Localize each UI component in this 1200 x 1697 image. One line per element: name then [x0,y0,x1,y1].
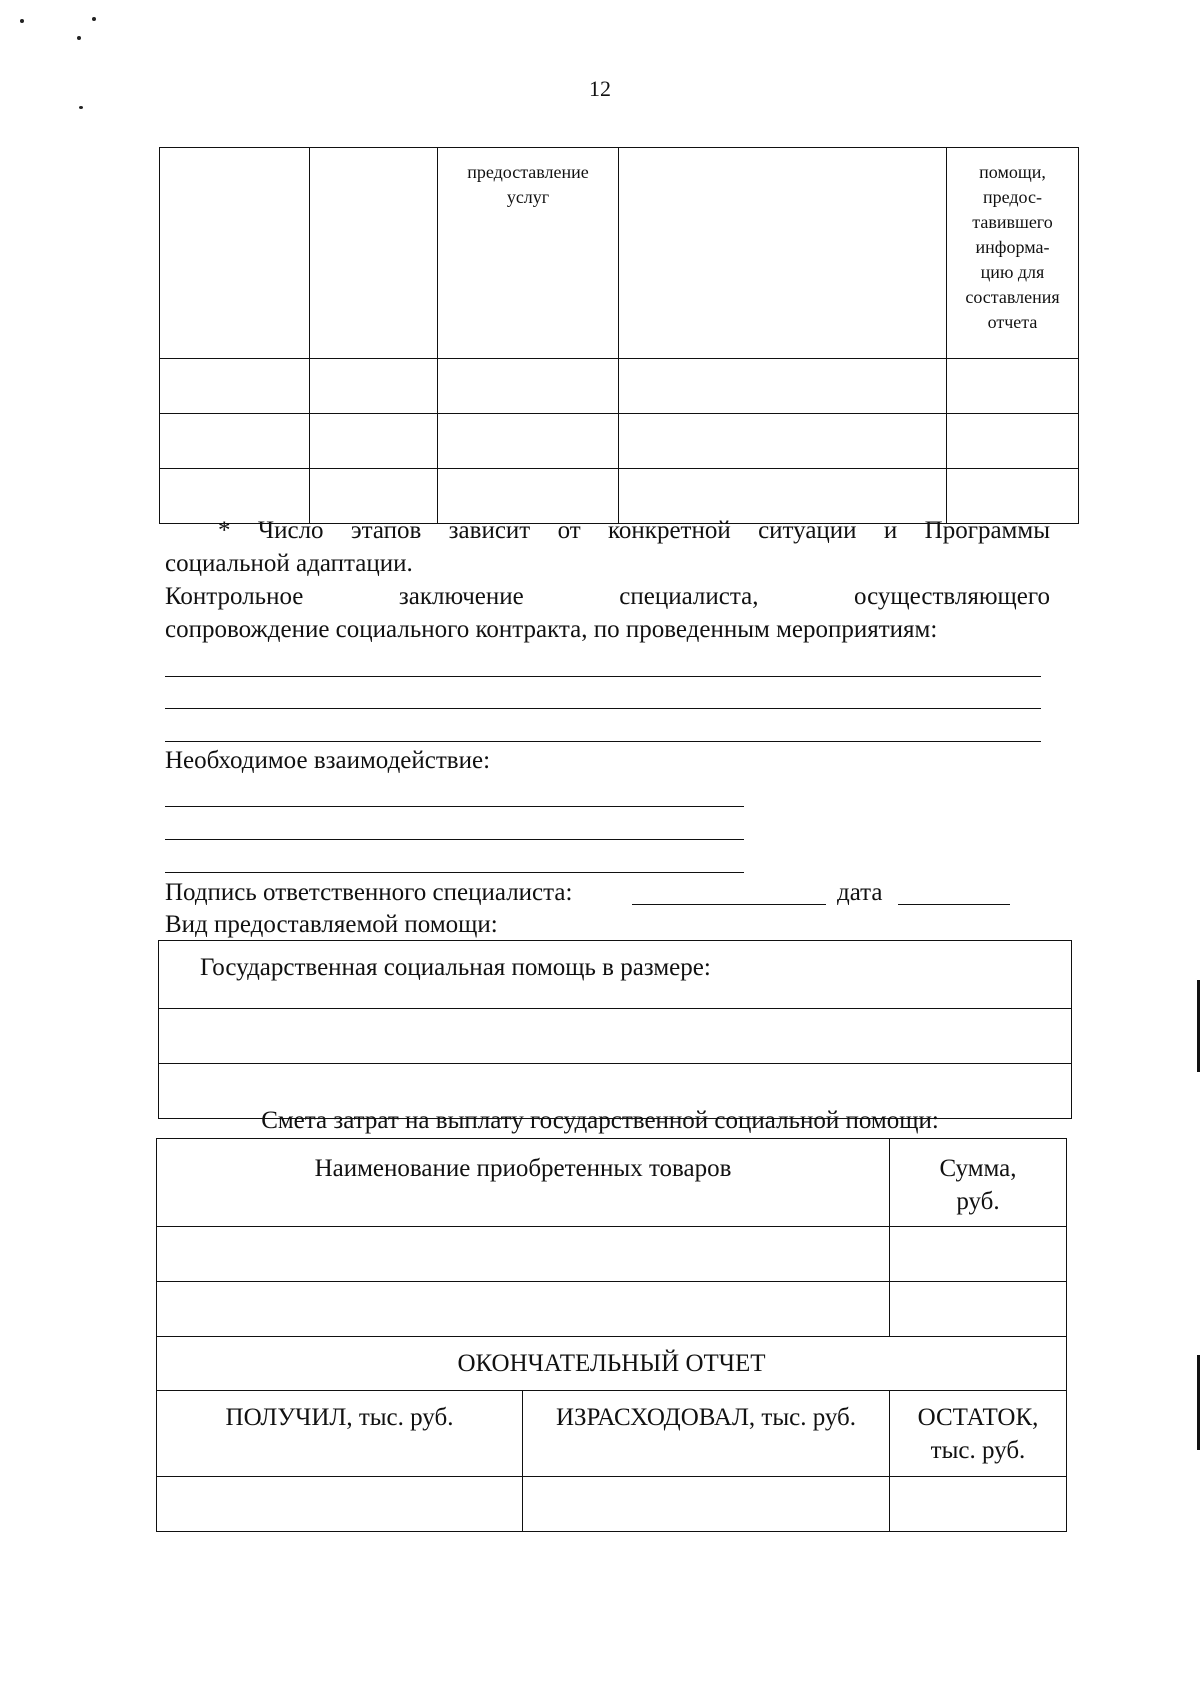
table-row [159,941,1072,1009]
interaction-fill-line[interactable] [165,839,744,840]
scan-speck [77,36,81,40]
footnote-line-1: * Число этапов зависит от конкретной ситуации и Программы [218,517,1050,544]
signature-label: Подпись ответственного специалиста: [165,879,573,906]
table-cell[interactable] [523,1477,890,1532]
header-line: руб. [956,1188,1000,1215]
table-row [157,1227,1067,1282]
assistance-title: Государственная социальная помощь в размере: [159,941,1072,1009]
header-line: Сумма, [939,1155,1017,1182]
interaction-fill-line[interactable] [165,806,744,807]
table-cell[interactable] [160,414,310,469]
table-cell[interactable] [159,1009,1072,1064]
header-line: тыс. руб. [930,1437,1026,1464]
header-line: ОСТАТОК, [917,1404,1039,1431]
table-cell[interactable] [890,1227,1067,1282]
header-line: тавившего [972,212,1053,232]
signature-fill-line[interactable] [632,904,826,905]
table-cell [310,148,438,359]
assistance-type-label: Вид предоставляемой помощи: [165,911,498,938]
header-line: отчета [987,312,1038,332]
reporter-header [947,148,1079,359]
table-cell[interactable] [157,1227,890,1282]
page-number: 12 [589,76,611,101]
stages-table [159,147,1079,524]
table-cell[interactable] [947,414,1079,469]
table-cell[interactable] [619,414,947,469]
date-label: дата [837,879,883,906]
balance-header [890,1391,1067,1477]
table-row [159,1009,1072,1064]
header-line: составления [965,287,1060,307]
table-row [157,1282,1067,1337]
table-cell[interactable] [438,414,619,469]
scan-speck [79,106,83,109]
scan-speck [92,17,96,21]
scan-speck [20,19,24,23]
assistance-table [158,940,1072,1119]
table-row [157,1391,1067,1477]
goods-name-header: Наименование приобретенных товаров [157,1139,890,1227]
table-cell[interactable] [157,1477,523,1532]
table-cell[interactable] [160,359,310,414]
table-cell[interactable] [890,1282,1067,1337]
header-line: информа- [975,237,1050,257]
estimate-title: Смета затрат на выплату государственной социальной помощи: [261,1107,939,1134]
received-header: ПОЛУЧИЛ, тыс. руб. [157,1391,523,1477]
header-line: помощи, [979,162,1046,182]
header-line: цию для [980,262,1045,282]
table-row [160,148,1079,359]
interaction-fill-line[interactable] [165,872,744,873]
interaction-label: Необходимое взаимодействие: [165,747,491,774]
table-row [157,1139,1067,1227]
table-cell [619,148,947,359]
table-row [157,1477,1067,1532]
conclusion-fill-line[interactable] [165,741,1041,742]
table-row [160,359,1079,414]
table-cell[interactable] [890,1477,1067,1532]
table-cell[interactable] [438,359,619,414]
header-line: предоставление [467,162,589,182]
date-fill-line[interactable] [898,904,1010,905]
table-cell[interactable] [157,1282,890,1337]
table-cell [160,148,310,359]
sum-header [890,1139,1067,1227]
header-line: услуг [506,187,550,207]
table-cell[interactable] [310,359,438,414]
table-cell[interactable] [310,414,438,469]
estimate-table [156,1138,1067,1532]
conclusion-fill-line[interactable] [165,708,1041,709]
table-row [160,414,1079,469]
table-cell[interactable] [947,359,1079,414]
conclusion-fill-line[interactable] [165,676,1041,677]
table-cell[interactable] [619,359,947,414]
spent-header: ИЗРАСХОДОВАЛ, тыс. руб. [523,1391,890,1477]
footnote-line-2: социальной адаптации. [165,550,413,577]
table-row [157,1337,1067,1391]
control-conclusion-line-2: сопровождение социального контракта, по проведенным мероприятиям: [165,616,938,643]
control-conclusion-line-1: Контрольное заключение специалиста, осуществляющего [165,583,1050,610]
final-report-title: ОКОНЧАТЕЛЬНЫЙ ОТЧЕТ [157,1337,1067,1391]
service-provision-header [438,148,619,359]
header-line: предос- [983,187,1042,207]
